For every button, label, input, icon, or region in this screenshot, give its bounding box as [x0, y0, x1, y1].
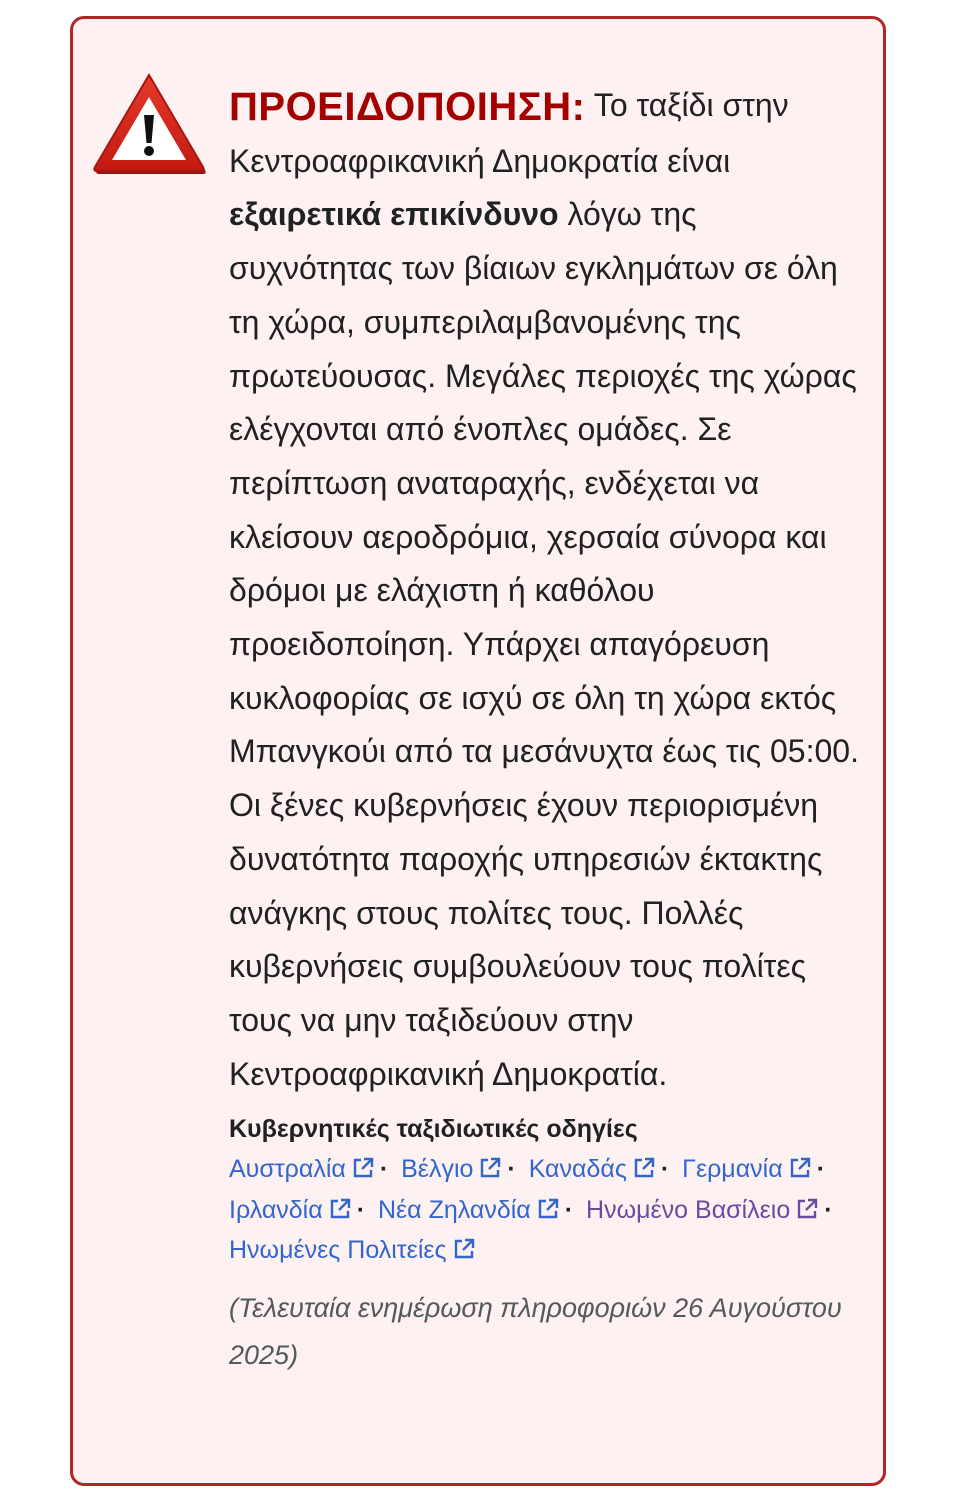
warning-text-strong: εξαιρετικά επικίνδυνο	[229, 196, 559, 233]
warning-heading: ΠΡΟΕΙΔΟΠΟΙΗΣΗ:	[229, 85, 586, 129]
link-separator: ·	[816, 1155, 826, 1184]
guidance-title: Κυβερνητικές ταξιδιωτικές οδηγίες	[229, 1115, 638, 1144]
guidance-link-label: Ηνωμένες Πολιτείες	[229, 1236, 447, 1265]
link-separator: ·	[824, 1195, 833, 1224]
guidance-link-label: Ηνωμένο Βασίλειο	[586, 1195, 791, 1224]
guidance-link[interactable]	[378, 1196, 559, 1224]
guidance-link[interactable]	[229, 1196, 351, 1224]
warning-text	[229, 79, 859, 1101]
guidance-link[interactable]	[229, 1236, 475, 1264]
external-link-icon	[479, 1157, 501, 1179]
guidance-link[interactable]	[682, 1155, 811, 1183]
guidance-link[interactable]	[586, 1196, 818, 1224]
warning-triangle-icon	[91, 71, 207, 175]
guidance-link-label: Νέα Ζηλανδία	[377, 1195, 531, 1224]
external-link-icon	[453, 1238, 475, 1260]
link-separator: ·	[356, 1195, 366, 1224]
guidance-link-label: Ιρλανδία	[229, 1195, 323, 1224]
external-link-icon	[789, 1157, 811, 1179]
warning-text-rest: λόγω της συχνότητας των βίαιων εγκλημάτων σε όλη τη χώρα, συμπεριλαμβανομένης της πρωτεύουσας. Μεγάλες περιοχές της χώρας ελέγχονται από ένοπλες ομάδες. Σε περίπτωση αναταραχής, ενδέχεται να κλείσουν αεροδρόμια, χερσαία σύνορα και δρόμοι με ελάχιστη ή καθόλου προειδοποίηση. Υπάρχει απαγόρευση κυκλοφορίας σε ισχύ σε όλη τη χώρα εκτός Μπανγκούι από τα μεσάνυχτα έως τις 05:00. Οι ξένες κυβερνήσεις έχουν περιορισμένη δυνατότητα παροχής υπηρεσιών έκτακτης ανάγκης στους πολίτες τους. Πολλές κυβερνήσεις συμβουλεύουν τους πολίτες τους να μην ταξιδεύουν στην Κεντροαφρικανική Δημοκρατία.	[229, 196, 859, 1092]
external-link-icon	[537, 1198, 559, 1220]
guidance-link-label: Αυστραλία	[229, 1155, 346, 1184]
warning-text-lead: Το ταξίδι στην Κεντροαφρικανική Δημοκρατία είναι	[229, 87, 789, 179]
external-link-icon	[352, 1157, 374, 1179]
link-separator: ·	[379, 1155, 389, 1184]
guidance-link-label: Βέλγιο	[401, 1155, 474, 1184]
guidance-links	[229, 1149, 859, 1271]
link-separator: ·	[660, 1155, 670, 1184]
external-link-icon	[329, 1198, 351, 1220]
link-separator: ·	[507, 1155, 516, 1184]
external-link-icon	[633, 1157, 655, 1179]
guidance-link-label: Γερμανία	[682, 1155, 783, 1184]
last-updated-note: (Τελευταία ενημέρωση πληροφοριών 26 Αυγούστου 2025)	[229, 1292, 842, 1370]
guidance-link[interactable]	[529, 1155, 655, 1183]
travel-warning-box	[70, 16, 886, 1486]
link-separator: ·	[564, 1195, 574, 1224]
guidance-link-label: Καναδάς	[528, 1155, 627, 1184]
guidance-link[interactable]	[401, 1155, 501, 1183]
external-link-icon	[796, 1198, 818, 1220]
guidance-link[interactable]	[229, 1155, 374, 1183]
